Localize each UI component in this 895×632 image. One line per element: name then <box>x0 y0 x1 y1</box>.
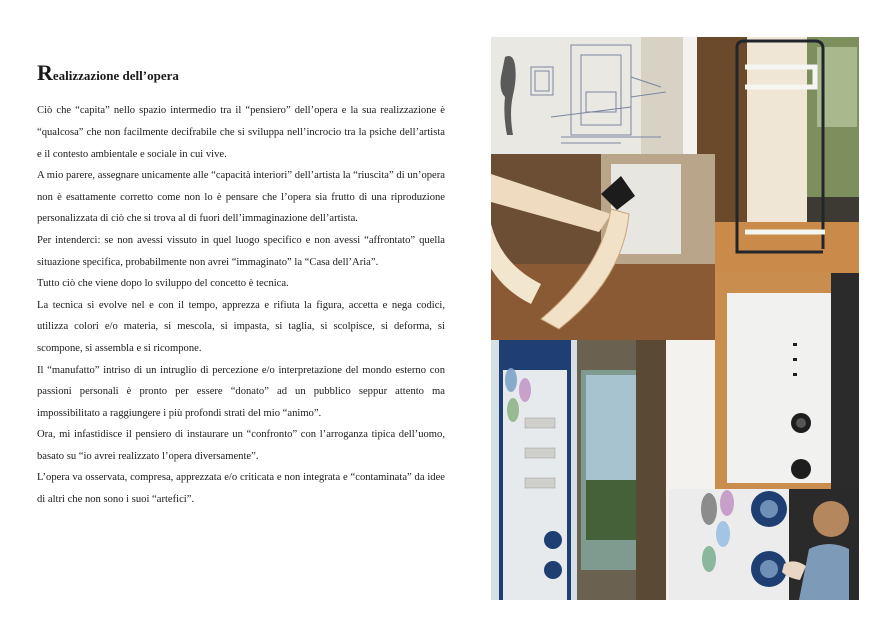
paragraph: Il “manufatto” intriso di un intruglio di percezione e/o interpretazione del mondo esterno con passioni personali è pronto per essere “donato” ad un pubblico seppur attento ma impossibilitato a raggiungere i più profondi strati del mio “animo”. <box>37 364 445 419</box>
photo-collage <box>491 37 859 600</box>
text-column <box>37 60 445 511</box>
white-panel-photo <box>715 273 859 489</box>
title-rest: ealizzazione dell’opera <box>52 68 179 83</box>
paragraph: A mio parere, assegnare unicamente alle “capacità interiori” dell’artista la “riuscita” di un’opera non è esattamente corretto come non lo è pensare che l’opera sia frutto di una riproduzione personalizzata di ciò che si trova al di fuori dell’immaginazione dell’artista. <box>37 170 445 225</box>
frame-photo <box>697 37 859 273</box>
paragraph: La tecnica si evolve nel e con il tempo, apprezza e rifiuta la figura, accetta e nega codici, utilizza colori e/o materia, si mescola, si impasta, si taglia, si scolpisce, si deforma, si scompone, si assembla e si ricompone. <box>37 299 445 354</box>
painting-photo <box>669 489 859 600</box>
title-initial: R <box>37 60 53 85</box>
body-text <box>37 100 445 510</box>
wood-curve-photo <box>491 154 715 340</box>
paragraph: L’opera va osservata, compresa, apprezzata e/o criticata e non integrata e “contaminata” da idee di altri che non sono i suoi “artefici”. <box>37 472 445 506</box>
blue-panel-photo <box>491 340 666 600</box>
paragraph: Per intenderci: se non avessi vissuto in quel luogo specifico e non avessi “affrontato” quella situazione specifica, probabilmente non avrei “immaginato” la “Casa dell’Aria”. <box>37 234 445 268</box>
sketch-photo <box>491 37 683 154</box>
paragraph: Ora, mi infastidisce il pensiero di instaurare un “confronto” con l’arroganza tipica dell’uomo, basato su “io avrei realizzato l’opera diversamente”. <box>37 429 445 462</box>
page-title <box>37 60 445 86</box>
paragraph: Tutto ciò che viene dopo lo sviluppo del concetto è tecnica. <box>37 278 289 290</box>
paragraph: Ciò che “capita” nello spazio intermedio tra il “pensiero” dell’opera e la sua realizzazione è “qualcosa” che non facilmente decifrabile che si sviluppa nell’incrocio tra la psiche dell’artista e il contesto ambientale e sociale in cui vive. <box>37 105 445 160</box>
